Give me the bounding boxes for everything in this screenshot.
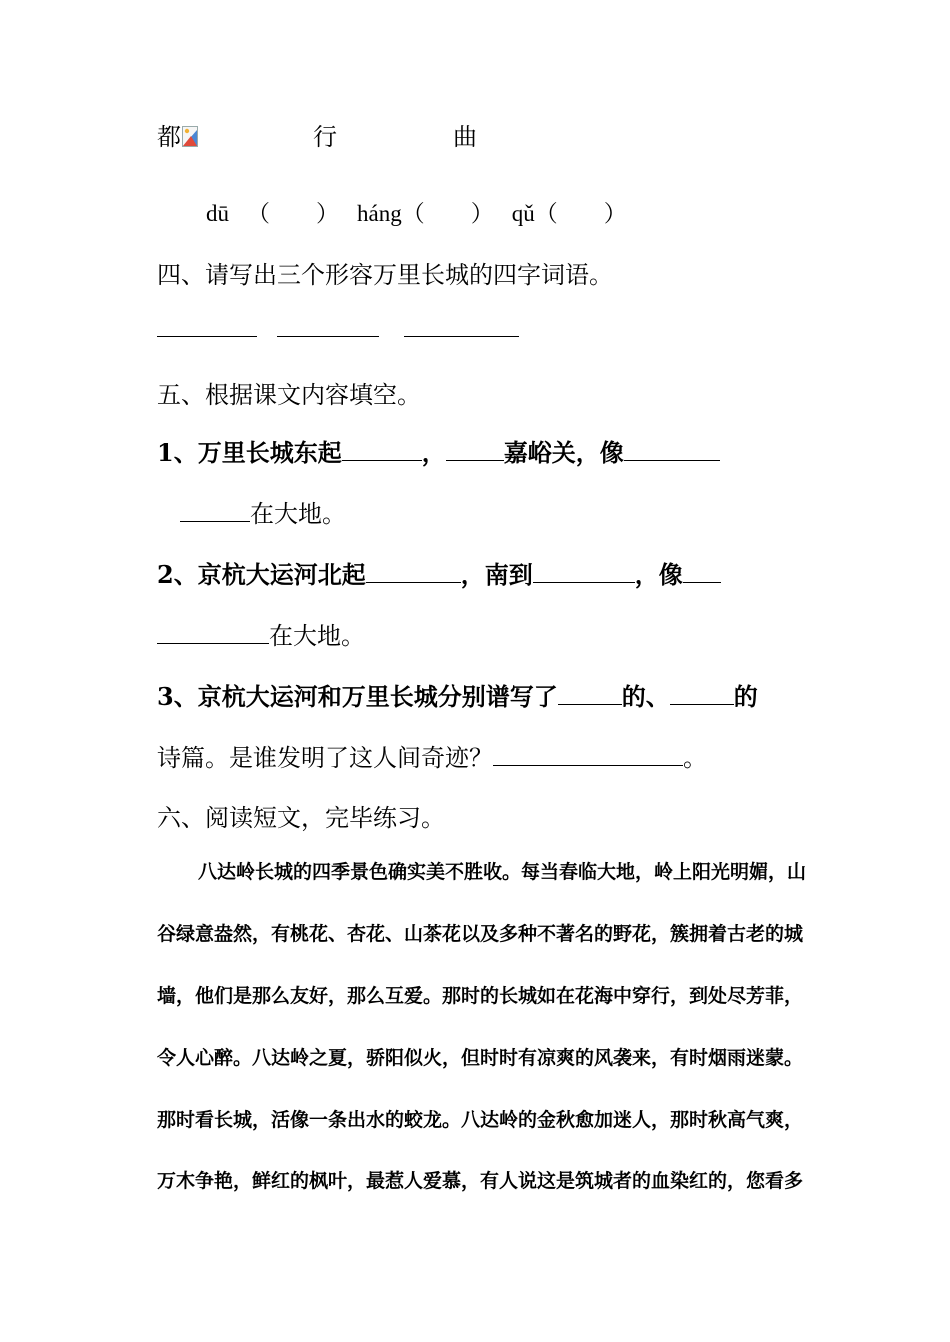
broken-image-icon — [182, 124, 198, 148]
question-2-cont — [157, 616, 365, 651]
paren-blank-3[interactable]: （ ） — [534, 201, 627, 226]
q3-blank-1[interactable] — [558, 682, 622, 705]
q1-text-d: 在大地。 — [250, 500, 346, 528]
paren-blank-2[interactable]: （ ） — [401, 201, 494, 226]
question-3 — [157, 677, 758, 712]
q1-text-a: 1、万里长城东起 — [157, 438, 342, 467]
section4-answer-blanks — [157, 314, 519, 341]
passage-line-4: 令人心醉。八达岭之夏，骄阳似火，但时时有凉爽的风袭来，有时烟雨迷蒙。 — [157, 1047, 804, 1069]
q3-text-a: 3、京杭大运河和万里长城分别谱写了 — [157, 682, 558, 711]
q1-blank-1[interactable] — [342, 438, 422, 461]
passage-line-6: 万木争艳，鲜红的枫叶，最惹人爱慕，有人说这是筑城者的血染红的，您看多 — [157, 1170, 804, 1192]
q2-blank-4[interactable] — [157, 621, 269, 644]
q1-blank-4[interactable] — [180, 499, 250, 522]
char-qu: 曲 — [453, 123, 477, 151]
char-du: 都 — [157, 123, 181, 151]
q2-text-c: ，像 — [634, 560, 683, 589]
question-1 — [157, 433, 720, 468]
q3-text-e: 。 — [683, 744, 707, 772]
q3-blank-2[interactable] — [670, 682, 734, 705]
q1-text-b: ， — [421, 438, 446, 467]
pinyin-du: dū — [206, 201, 229, 226]
section6-heading: 六、阅读短文，完毕练习。 — [157, 804, 445, 832]
answer-blank-3[interactable] — [404, 314, 519, 337]
q1-blank-2[interactable] — [446, 438, 504, 461]
section4-heading: 四、请写出三个形容万里长城的四字词语。 — [157, 261, 613, 289]
passage-line-5: 那时看长城，活像一条出水的蛟龙。八达岭的金秋愈加迷人，那时秋高气爽， — [157, 1109, 804, 1131]
char-xing: 行 — [313, 123, 337, 151]
q3-text-c: 的 — [733, 682, 758, 711]
q2-blank-1[interactable] — [366, 560, 461, 583]
q2-blank-2[interactable] — [533, 560, 635, 583]
answer-blank-1[interactable] — [157, 314, 257, 337]
q1-text-c: 嘉峪关，像 — [503, 438, 624, 467]
q2-text-d: 在大地。 — [269, 622, 365, 650]
question-2 — [157, 555, 721, 590]
answer-blank-2[interactable] — [277, 314, 379, 337]
q3-blank-3[interactable] — [493, 743, 683, 766]
character-row — [157, 117, 198, 152]
passage-line-3: 墙，他们是那么友好，那么互爱。那时的长城如在花海中穿行，到处尽芳菲， — [157, 985, 804, 1007]
q3-text-d: 诗篇。是谁发明了这人间奇迹？ — [157, 744, 493, 772]
pinyin-row — [206, 195, 627, 228]
q3-text-b: 的、 — [621, 682, 670, 711]
question-3-cont — [157, 738, 707, 773]
pinyin-qu: qǔ — [511, 201, 535, 226]
passage-line-1: 八达岭长城的四季景色确实美不胜收。每当春临大地，岭上阳光明媚，山 — [198, 861, 807, 883]
section5-heading: 五、根据课文内容填空。 — [157, 381, 421, 409]
q2-text-a: 2、京杭大运河北起 — [157, 560, 366, 589]
question-1-cont — [180, 494, 346, 529]
q1-blank-3[interactable] — [624, 438, 720, 461]
paren-blank-1[interactable]: （ ） — [247, 201, 339, 226]
q2-blank-3[interactable] — [683, 560, 721, 583]
q2-text-b: ，南到 — [460, 560, 533, 589]
passage-line-2: 谷绿意盎然，有桃花、杏花、山茶花以及多种不著名的野花，簇拥着古老的城 — [157, 923, 804, 945]
pinyin-hang: háng — [357, 201, 402, 226]
